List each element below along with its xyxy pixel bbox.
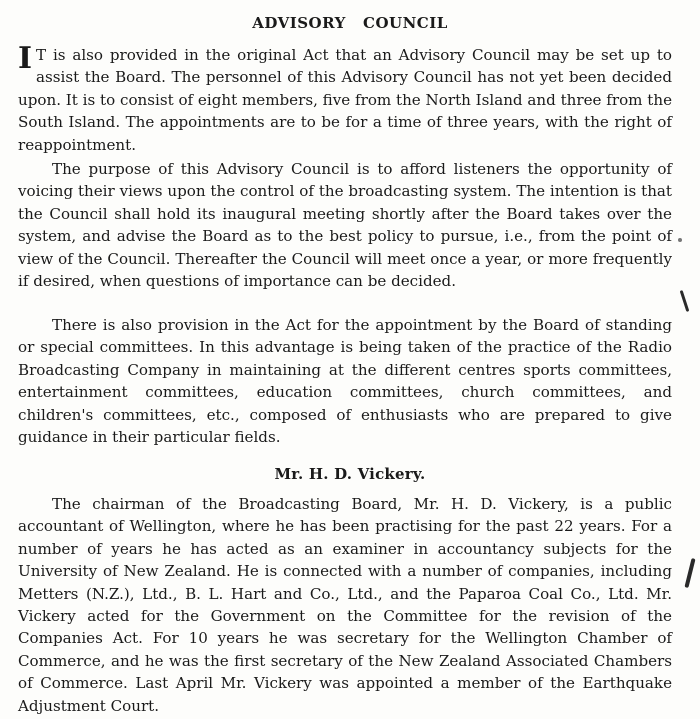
margin-ink-dot xyxy=(678,238,682,242)
paragraph-advisory-intro xyxy=(18,41,672,156)
paragraph-advisory-purpose: The purpose of this Advisory Council is to afford listeners the opportunity of voicing their views upon the control of the broadcasting system. The intention is that the Council shall hold its inaugural meeting shortly after the Board takes over the system, and advise the Board as to the best policy to pursue, i.e., from the point of view of the Council. Thereafter the Council will meet once a year, or more frequently if desired, when questions of importance can be decided. xyxy=(18,160,672,291)
paragraph-committees: There is also provision in the Act for the appointment by the Board of standing or special committees. In this advantage is being taken of the practice of the Radio Broadcasting Company in maintaining at the different centres sports committees, entertainment committees, education committees, church committees, and children's committees, etc., composed of enthusiasts who are prepared to give guidance in their particular fields. xyxy=(18,316,672,447)
section-heading-advisory-council: ADVISORY COUNCIL xyxy=(252,14,448,32)
paragraph-vickery-bio: The chairman of the Broadcasting Board, Mr. H. D. Vickery, is a public accountant of Wellington, where he has been practising for the past 22 years. For a number of years he has acted as an examiner in accountancy subjects for the University of New Zealand. He is connected with a number of companies, including Metters (N.Z.), Ltd., B. L. Hart and Co., Ltd., and the Paparoa Coal Co., Ltd. Mr. Vickery acted for the Government on the Committee for the revision of the Companies Act. For 10 years he was secretary for the Wellington Chamber of Commerce, and he was the first secretary of the New Zealand Associated Chambers of Commerce. Last April Mr. Vickery was appointed a member of the Earthquake Adjustment Court. xyxy=(18,495,672,715)
drop-cap-initial: I xyxy=(18,41,33,76)
margin-ink-mark xyxy=(684,558,695,588)
section-heading-vickery: Mr. H. D. Vickery. xyxy=(274,465,426,483)
margin-ink-mark xyxy=(680,290,690,312)
paragraph-advisory-intro-text: T is also provided in the original Act that an Advisory Council may be set up to assist the Board. The personnel of this Advisory Council has not yet been decided upon. It is to consist of eight members, five from the North Island and three from the South Island. The appointments are to be for a time of three years, with the right of reappointment. xyxy=(18,46,672,154)
